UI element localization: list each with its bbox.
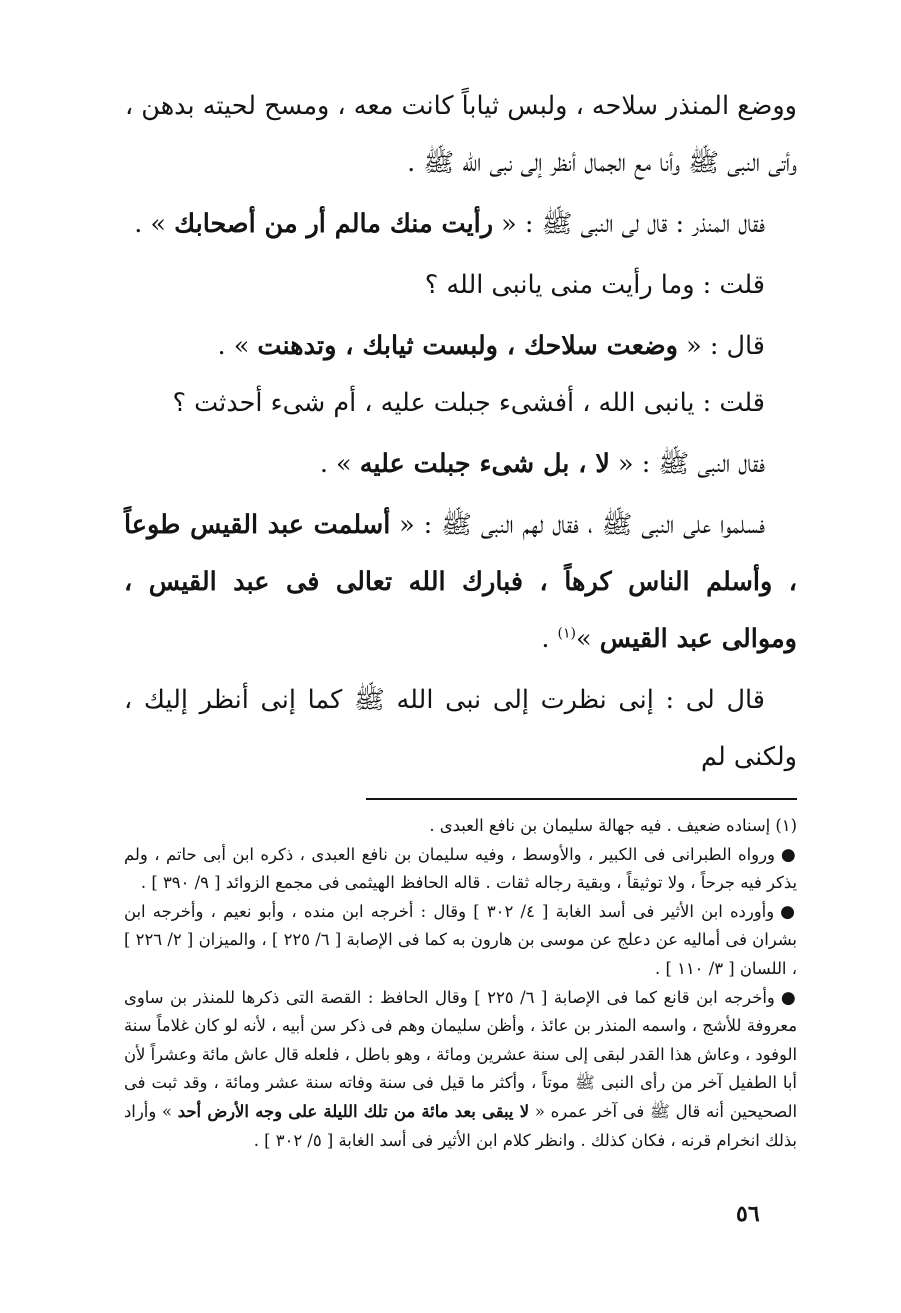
paragraph-7-text: فسلموا على النبى ﷺ ، فقال لهم النبى ﷺ : «: [390, 510, 765, 540]
footnote-2-text: ورواه الطبرانى فى الكبير ، والأوسط ، وفيه سليمان بن نافع العبدى ، ذكره ابن أبى حاتم ، ولم يذكر فيه جرحاً ، ولا توثيقاً ، وبقية رجاله ثقات . قاله الحافظ الهيثمى فى مجمع الزوائد [ ٩/ ٣٩٠ ] .: [124, 844, 797, 893]
footnote-4: [124, 984, 797, 1156]
paragraph-6-hadith: لا ، بل شىء جبلت عليه: [359, 449, 610, 479]
paragraph-2: [124, 196, 797, 253]
page-number: ٥٦: [736, 1201, 760, 1227]
bullet-icon: ●: [780, 844, 797, 865]
paragraph-4: [124, 318, 797, 375]
paragraph-6: [124, 436, 797, 493]
paragraph-4-hadith: وضعت سلاحك ، ولبست ثيابك ، وتدهنت: [257, 331, 678, 361]
paragraph-1: [124, 78, 797, 192]
paragraph-2-text: فقال المنذر : قال لى النبى ﷺ : «: [493, 209, 765, 239]
paragraph-6-end: » .: [319, 449, 360, 479]
paragraph-8: قال لى : إنى نظرت إلى نبى الله ﷺ كما إنى أنظر إليك ، ولكنى لم: [124, 685, 797, 772]
paragraph-7-dot: .: [541, 624, 558, 654]
footnotes: [124, 812, 797, 1155]
paragraph-1-line-1: ووضع المنذر سلاحه ، ولبس ثياباً كانت معه ، ومسح لحيته بدهن ،: [124, 91, 797, 121]
footnote-reference-1[interactable]: (١): [557, 625, 577, 642]
paragraph-3: قلت : وما رأيت منى يانبى الله ؟: [424, 270, 765, 300]
paragraph-1-line-2: وأتى النبى ﷺ وأنا مع الجمال أنظر إلى نبى الله ﷺ .: [407, 148, 797, 178]
footnote-4-hadith: لا يبقى بعد مائة من تلك الليلة على وجه الأرض أحد: [177, 1101, 530, 1121]
footnote-separator: [366, 798, 797, 800]
footnote-4-end: » وأراد بذلك انخرام قرنه ، فكان كذلك . وانظر كلام ابن الأثير فى أسد الغابة [ ٥/ ٣٠٢ ] .: [124, 1101, 797, 1150]
bullet-icon: ●: [780, 987, 797, 1008]
paragraph-7-hadith: أسلمت عبد القيس طوعاً ، وأسلم الناس كرهاً ، فبارك الله تعالى فى عبد القيس ، وموالى عبد القيس: [124, 510, 797, 654]
footnote-2: [124, 841, 797, 898]
paragraph-2-end: » .: [134, 209, 175, 239]
paragraph-5: قلت : يانبى الله ، أفشىء جبلت عليه ، أم شىء أحدثت ؟: [172, 388, 765, 418]
bullet-icon: ●: [780, 901, 797, 922]
paragraph-4-text: قال : «: [678, 331, 765, 361]
paragraph-7-end: »: [576, 624, 600, 654]
paragraph-6-text: فقال النبى ﷺ : «: [609, 449, 765, 479]
main-text: [124, 78, 797, 786]
paragraph-2-hadith: رأيت منك مالم أر من أصحابك: [174, 209, 494, 239]
footnote-3-text: وأورده ابن الأثير فى أسد الغابة [ ٤/ ٣٠٢ ] وقال : أخرجه ابن منده ، وأبو نعيم ، وأخرجه ابن بشران فى أماليه عن دعلج عن موسى بن هارون به كما فى الإصابة [ ٦/ ٢٢٥ ] ، والميزان [ ٢/ ٢٢٦ ] ، اللسان [ ٣/ ١١٠ ] .: [124, 901, 797, 978]
paragraph-4-end: » .: [217, 331, 258, 361]
footnote-3: [124, 898, 797, 984]
footnote-4-text: وأخرجه ابن قانع كما فى الإصابة [ ٦/ ٢٢٥ ] وقال الحافظ : القصة التى ذكرها للمنذر بن ساوى معروفة للأشج ، واسمه المنذر بن عائذ ، وأظن سليمان وهم فى ذكر سن أبيه ، لأنه لو كان غلاماً سنة الوفود ، وعاش هذا القدر لبقى إلى سنة عشرين ومائة ، وهو باطل ، فلعله قال عاش مائة وعشراً لأن أبا الطفيل آخر من رأى النبى ﷺ موتاً ، وأكثر ما قيل فى سنة وفاته سنة عشر ومائة ، وقد ثبت فى الصحيحين أنه قال ﷺ فى آخر عمره «: [124, 987, 798, 1121]
footnote-1: (١) إسناده ضعيف . فيه جهالة سليمان بن نافع العبدى .: [429, 816, 797, 835]
paragraph-7: [124, 497, 797, 668]
